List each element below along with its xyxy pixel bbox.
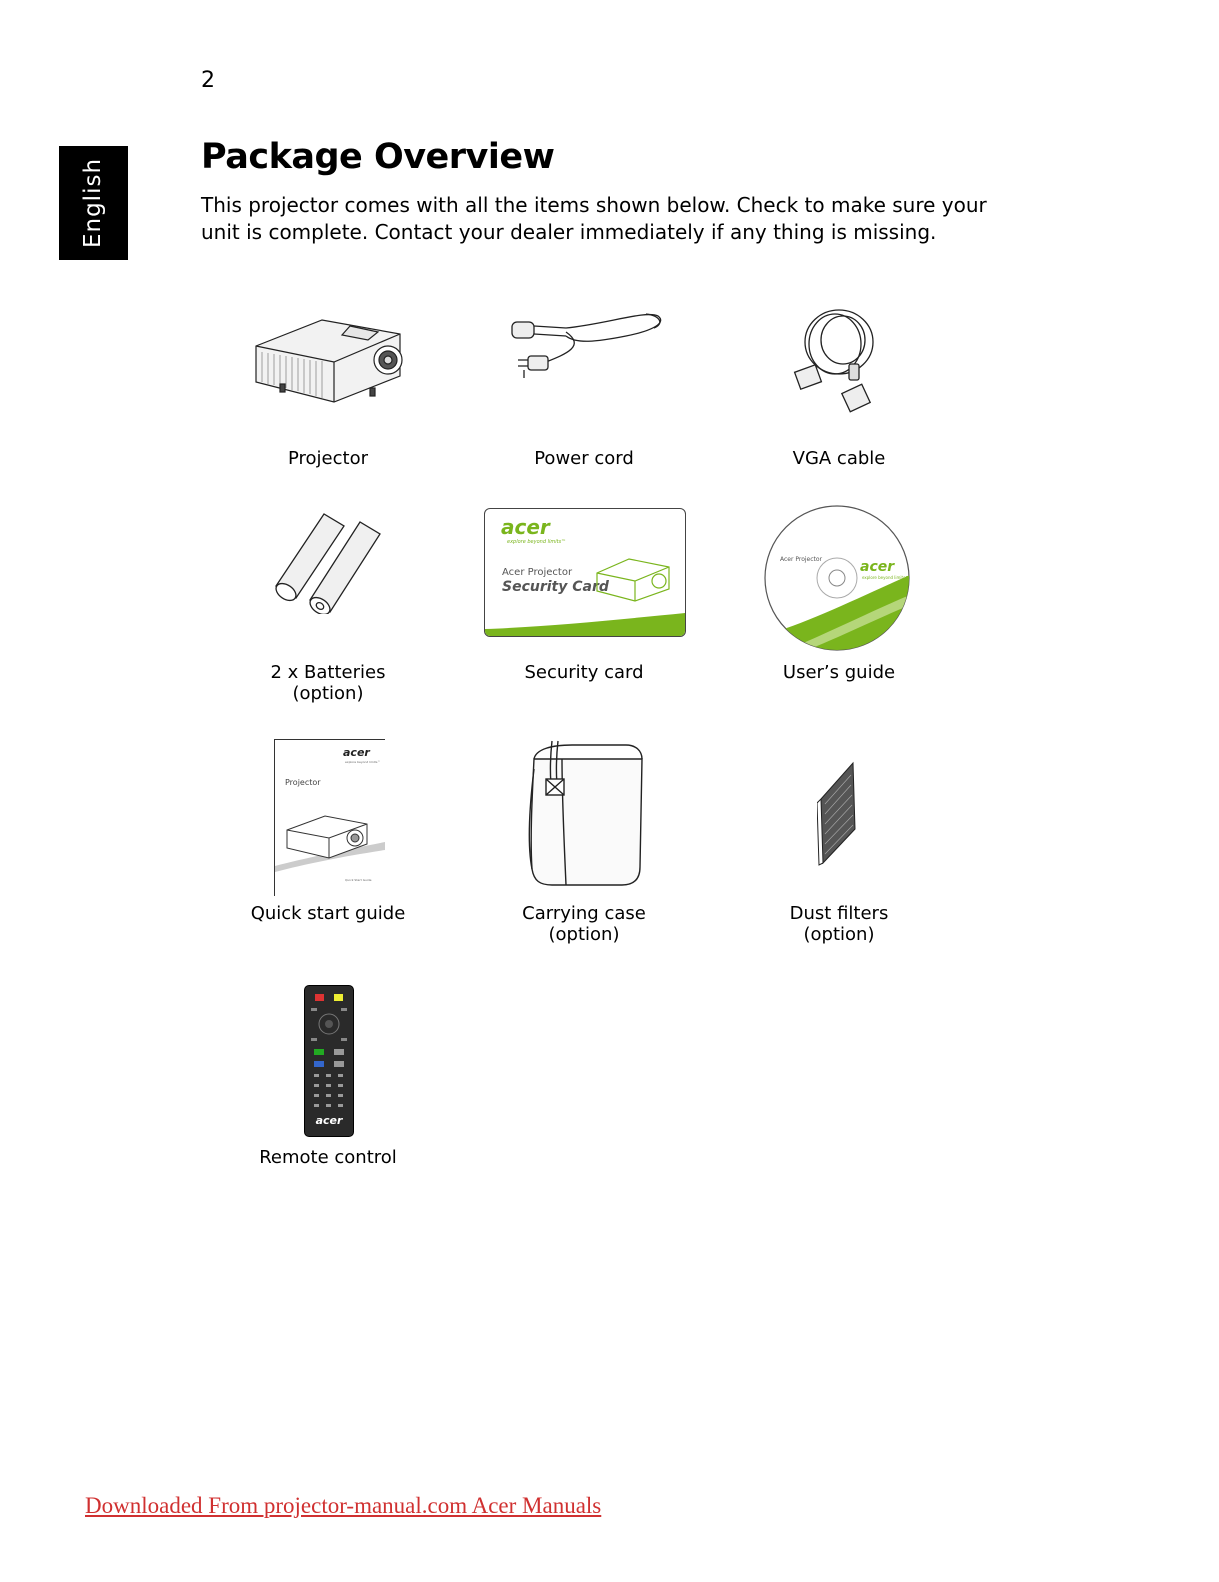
cd-title: Acer Projector [780, 556, 823, 563]
item-sublabel: (option) [803, 924, 875, 945]
intro-line-2: unit is complete. Contact your dealer immediately if any thing is missing. [201, 220, 937, 244]
card-line-2: Security Card [502, 579, 609, 595]
package-item-dust-filters [739, 735, 939, 945]
card-tagline: explore beyond limits™ [507, 539, 567, 545]
guide-title: Projector [285, 778, 321, 787]
guide-tagline: explore beyond limits™ [345, 760, 381, 764]
guide-brand-logo: acer [343, 746, 370, 759]
item-label: Quick start guide [250, 903, 406, 924]
language-tab-label: English [80, 157, 107, 249]
power-cord-illustration [506, 306, 666, 386]
batteries-illustration [272, 504, 388, 614]
language-tab [59, 146, 128, 260]
item-label: Carrying case [522, 903, 646, 924]
cd-tagline: explore beyond limits™ [862, 575, 910, 580]
item-label: 2 x Batteries [270, 662, 386, 683]
cd-brand-logo: acer [860, 559, 895, 575]
item-label: Security card [524, 662, 644, 683]
package-item-security-card [484, 500, 684, 710]
package-item-remote-control [228, 982, 428, 1182]
item-label: VGA cable [792, 448, 886, 469]
page-number: 2 [201, 68, 215, 93]
security-card-illustration [484, 508, 686, 637]
projector-illustration [250, 306, 410, 406]
card-projector-icon [595, 553, 671, 603]
package-item-power-cord [484, 300, 684, 480]
vga-cable-illustration [789, 304, 889, 416]
card-line-1: Acer Projector [502, 567, 573, 578]
page-title: Package Overview [201, 137, 555, 177]
guide-footer: Quick Start Guide [345, 878, 372, 882]
package-item-users-guide [739, 500, 939, 710]
cd-illustration [764, 505, 910, 651]
quick-guide-illustration [274, 739, 385, 896]
guide-projector-icon [275, 806, 385, 876]
package-item-vga-cable [739, 300, 939, 480]
item-label: Power cord [534, 448, 634, 469]
package-item-carrying-case [484, 735, 684, 945]
card-green-swoosh [485, 613, 685, 637]
item-label: Dust filters [789, 903, 889, 924]
item-sublabel: (option) [292, 683, 364, 704]
package-item-batteries [228, 500, 428, 710]
item-sublabel: (option) [548, 924, 620, 945]
item-label: User’s guide [782, 662, 896, 683]
dust-filter-illustration [817, 759, 861, 867]
intro-text [201, 192, 1001, 246]
item-label: Remote control [259, 1147, 397, 1168]
footer-download-link[interactable]: Downloaded From projector-manual.com Acer Manuals [85, 1493, 602, 1518]
intro-line-1: This projector comes with all the items shown below. Check to make sure your [201, 193, 987, 217]
item-label: Projector [288, 448, 368, 469]
package-item-projector [228, 300, 428, 480]
carrying-case-illustration [522, 739, 646, 889]
remote-brand-logo: acer [315, 1114, 343, 1127]
package-item-quick-start-guide [228, 735, 428, 935]
card-brand-logo: acer [501, 515, 550, 539]
remote-illustration [304, 985, 354, 1137]
